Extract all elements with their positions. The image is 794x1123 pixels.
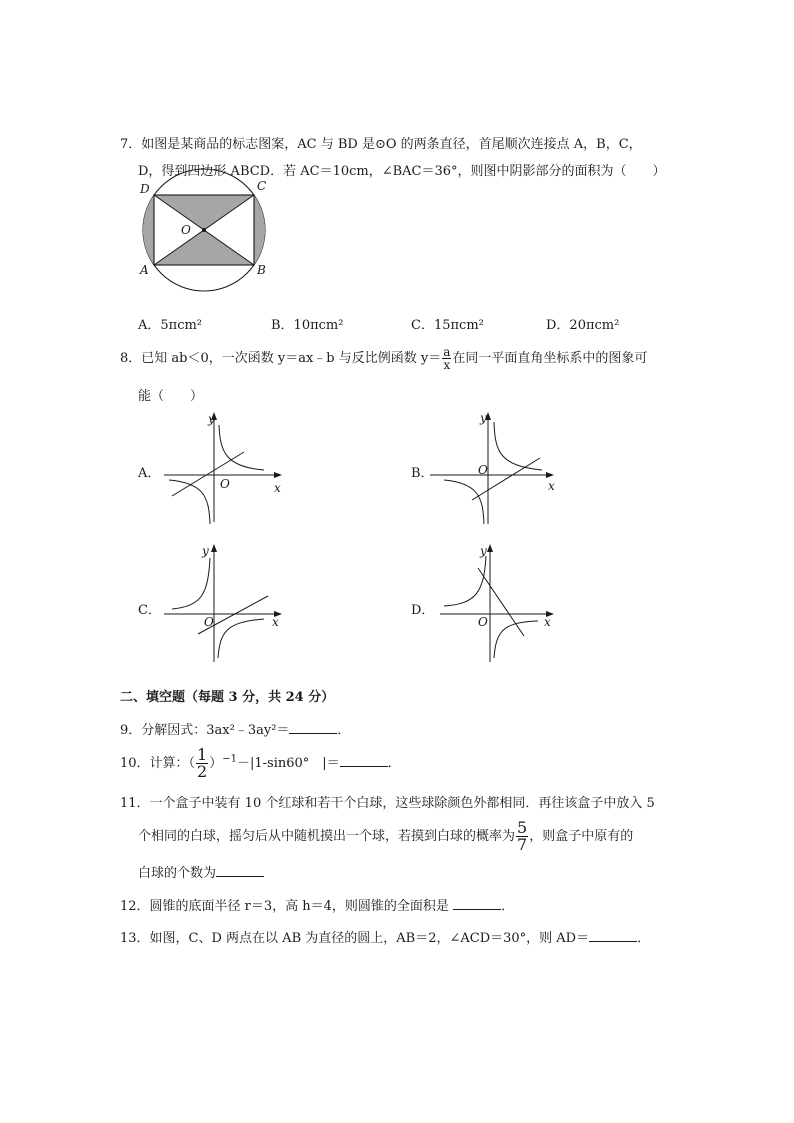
q8-b-hyperbola-q1 [494, 422, 542, 470]
q10-frac-den: 2 [197, 762, 208, 781]
q9-text: 9．分解因式：3ax²﹣3ay²＝ [120, 723, 290, 738]
q12-text: 12．圆锥的底面半径 r＝3，高 h＝4，则圆锥的全面积是 [120, 899, 454, 914]
q11-line2 [138, 820, 633, 853]
q11-line3-text: 白球的个数为 [138, 866, 217, 881]
q8-frac-num: a [443, 345, 451, 359]
q7-line2: D，得到四边形 ABCD．若 AC＝10cm，∠BAC＝36°，则图中阴影部分的面积为（ ） [138, 164, 666, 179]
q8-a-hyperbola-q3 [169, 480, 210, 524]
q8-d-hyperbola-q4 [494, 621, 538, 658]
svg-text:O: O [220, 477, 230, 491]
q11-fraction [516, 820, 528, 853]
q10-b: ） [209, 756, 223, 771]
q8-graph-b-label: B． [411, 466, 434, 481]
q8-graph-a [164, 412, 284, 522]
q13-answer-blank[interactable] [589, 929, 637, 942]
q8-b-hyperbola-q3 [444, 480, 484, 524]
q8-frac-den: x [443, 358, 451, 372]
q8-graph-b [430, 412, 560, 522]
q8-a-line [172, 452, 244, 496]
q12-answer-blank[interactable] [453, 897, 501, 910]
q10-c: －|1-sin60° |＝ [237, 756, 340, 771]
q10 [120, 747, 401, 780]
section2-title: 二、填空题（每题 3 分，共 24 分） [120, 690, 335, 705]
q10-a: 10．计算：（ [120, 756, 196, 771]
q10-exponent: −1 [222, 753, 237, 765]
q8-line1-a: 8．已知 ab＜0，一次函数 y＝ax﹣b 与反比例函数 y＝ [120, 351, 442, 366]
q8-c-hyperbola-q4 [218, 619, 264, 658]
q11-line3 [138, 862, 264, 881]
q12 [120, 895, 514, 914]
svg-text:y: y [208, 412, 215, 426]
q7-option-d: D．20πcm² [546, 318, 620, 333]
q7-option-c: C．15πcm² [411, 318, 484, 333]
q7-right-segment [254, 195, 265, 265]
q7-label-o: O [181, 223, 191, 237]
q8-graph-d-label: D． [411, 603, 435, 618]
q10-frac-num: 1 [197, 745, 208, 764]
svg-text:O: O [478, 463, 488, 477]
q11-frac-num: 5 [517, 818, 528, 837]
q13-text: 13．如图，C、D 两点在以 AB 为直径的圆上，AB＝2，∠ACD＝30°，则 AD＝ [120, 931, 590, 946]
q8-graph-d [440, 544, 570, 664]
q9-answer-blank[interactable] [289, 721, 337, 734]
svg-text:x: x [544, 615, 551, 629]
svg-text:y: y [202, 544, 209, 558]
q8-graph-c-label: C． [138, 603, 161, 618]
q7-label-c: C [257, 179, 267, 193]
svg-text:O: O [478, 615, 488, 629]
q8-graph-c [164, 544, 289, 662]
q8-graph-a-label: A． [138, 466, 161, 481]
q11-line2-a: 个相同的白球，摇匀后从中随机摸出一个球，若摸到白球的概率为 [138, 829, 516, 844]
q7-center-dot [202, 228, 206, 232]
svg-text:y: y [480, 411, 487, 425]
q11-frac-den: 7 [517, 835, 528, 854]
svg-text:y: y [480, 544, 487, 558]
q8-c-hyperbola-q2 [172, 558, 210, 609]
q7-line1: 7．如图是某商品的标志图案，AC 与 BD 是⊙O 的两条直径，首尾顺次连接点 A，B，C， [120, 137, 642, 152]
q8-line1 [120, 346, 647, 371]
q8-d-hyperbola-q2 [444, 556, 486, 606]
q7-left-segment [143, 195, 154, 265]
svg-text:x: x [548, 479, 555, 493]
q10-end: ． [387, 756, 401, 771]
q13-end: ． [637, 931, 651, 946]
svg-text:x: x [274, 481, 281, 495]
q8-line1-b: 在同一平面直角坐标系中的图象可 [452, 351, 648, 366]
q7-label-d: D [140, 182, 150, 196]
q11-line1: 11．一个盒子中装有 10 个红球和若干个白球，这些球除颜色外都相同．再往该盒子中放入 5 [120, 796, 655, 811]
q10-fraction [196, 747, 208, 780]
svg-text:x: x [272, 615, 279, 629]
q7-option-b: B．10πcm² [271, 318, 344, 333]
q11-answer-blank[interactable] [216, 864, 264, 877]
q7-bottom-triangle [154, 230, 254, 265]
q10-answer-blank[interactable] [340, 754, 388, 767]
q12-end: ． [501, 899, 515, 914]
q8-line2: 能（ ） [138, 389, 204, 404]
q7-label-b: B [257, 263, 266, 277]
svg-text:O: O [204, 615, 214, 629]
q7-top-triangle [154, 195, 254, 230]
q11-line2-b: ，则盒子中原有的 [529, 829, 634, 844]
q9-end: ． [337, 723, 351, 738]
q7-label-a: A [140, 263, 149, 277]
q13 [120, 927, 650, 946]
q7-option-a: A．5πcm² [138, 318, 203, 333]
q8-fraction [442, 346, 451, 371]
q7-circle-figure [130, 178, 280, 288]
q9 [120, 719, 350, 738]
